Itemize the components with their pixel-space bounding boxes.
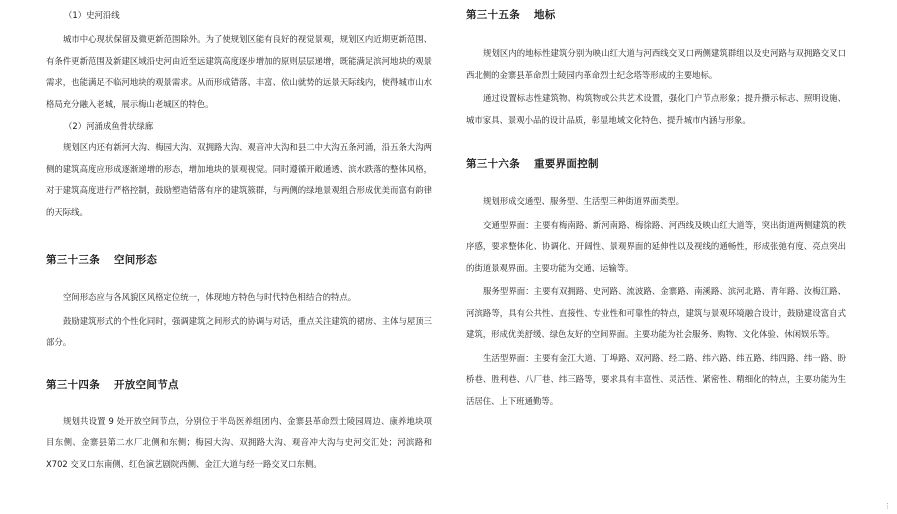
article-36-title: 重要界面控制 <box>534 158 599 170</box>
article-33-number: 第三十三条 <box>46 254 100 266</box>
left-column <box>46 0 432 475</box>
subheading-shihe: （1）史河沿线 <box>64 10 120 20</box>
article-33-title: 空间形态 <box>114 254 158 266</box>
paragraph-landmark-1: 规划区内的地标性建筑分别为映山红大道与河西线交叉口两侧建筑群组以及史河路与双拥路交叉口西北侧的金寨县革命烈士陵园内革命烈士纪念塔等形成的主要地标。 <box>466 48 846 80</box>
paragraph-space-form-2: 鼓励建筑形式的个性化同时，强调建筑之间形式的协调与对话，重点关注建筑的裙房、主体与屋顶三部分。 <box>46 315 432 347</box>
paragraph-living-interface: 生活型界面：主要有金江大道、丁埠路、双河路、经二路、纬六路、纬五路、纬四路、纬一路、盼桥巷、胜利巷、八厂巷、纬三路等，要求具有丰富性、灵活性、紧密性、精细化的特点，主要功能为生活居住、上下班通勤等。 <box>466 352 846 406</box>
paragraph-traffic-interface: 交通型界面：主要有梅南路、新河南路、梅徐路、河西线及映山红大道等，突出街道两侧建筑的秩序感，要求整体化、协调化、开阔性、景观界面的延伸性以及视线的通畅性，形成张弛有度、亮点突出的街道景观界面。主要功能为交通、运输等。 <box>466 219 846 273</box>
paragraph-space-form-1: 空间形态应与各风貌区风格定位统一，体现地方特色与时代特色相结合的特点。 <box>63 292 357 302</box>
paragraph-service-interface: 服务型界面：主要有双拥路、史河路、流波路、金寨路、南溪路、滨河北路、青年路、汝梅江路、河滨路等，具有公共性、直接性、专业性和可靠性的特点，建筑与景观环境融合设计，鼓励建设富自式建筑，形成优美舒缓、绿色友好的空间界面。主要功能为社会服务、购物、文化体验、休闲娱乐等。 <box>466 286 846 339</box>
subheading-river-corridor: （2）河涌成鱼骨状绿廊 <box>64 121 154 131</box>
article-35-title: 地标 <box>534 9 556 21</box>
article-34-number: 第三十四条 <box>46 378 100 391</box>
page-marker: ⋮ <box>884 502 891 510</box>
paragraph-shihe: 城市中心现状保留及微更新范围除外。为了使规划区能有良好的视觉景观，规划区内近期更新范围、有条件更新范围及新建区域沿史河由近至远建筑高度逐步增加的原则层层递增，既能满足滨河地块的观景需求，也能满足不临河地块的观景需求。从而形成错落、丰富、依山就势的远景天际线内，使得城市山水格局充分融入老城，展示梅山老城区的特色。 <box>46 34 432 109</box>
heading-article-36 <box>466 157 846 171</box>
article-35-number: 第三十五条 <box>466 9 520 21</box>
right-column <box>466 0 846 412</box>
article-34-title: 开放空间节点 <box>114 378 179 391</box>
paragraph-river-corridor: 规划区内还有新河大沟、梅园大沟、双拥路大沟、观音冲大沟和县二中大沟五条河涌，沿五条大沟两侧的建筑高度应形成逐渐递增的形态，增加地块的景观视觉。同时遵循开敞通透、滨水跌落的整体风格，对于建筑高度进行严格控制，鼓励塑造错落有序的建筑簇群，与两侧的绿地景观组合形成优美而富有韵律的天际线。 <box>46 142 432 217</box>
article-36-number: 第三十六条 <box>466 158 520 170</box>
paragraph-open-space: 规划共设置 9 处开放空间节点，分别位于半岛医养组团内、金寨县革命烈士陵园周边、康养地块项目东侧、金寨县第二水厂北侧和东侧；梅园大沟、双拥路大沟、观音冲大沟与史河交汇处；河滨路和 X702 交叉口东南侧、红色演艺剧院西侧、金江大道与经一路交叉口东侧。 <box>46 415 432 469</box>
heading-article-33 <box>46 253 432 267</box>
paragraph-interface-types: 规划形成交通型、服务型、生活型三种街道界面类型。 <box>483 196 684 206</box>
paragraph-landmark-2: 通过设置标志性建筑物、构筑物或公共艺术设置，强化门户节点形象；提升攒示标志、照明设施、城市家具、景观小品的设计品质，彰显地域文化特色、提升城市内涵与形象。 <box>466 93 846 125</box>
heading-article-35 <box>466 8 846 22</box>
heading-article-34 <box>46 378 432 392</box>
